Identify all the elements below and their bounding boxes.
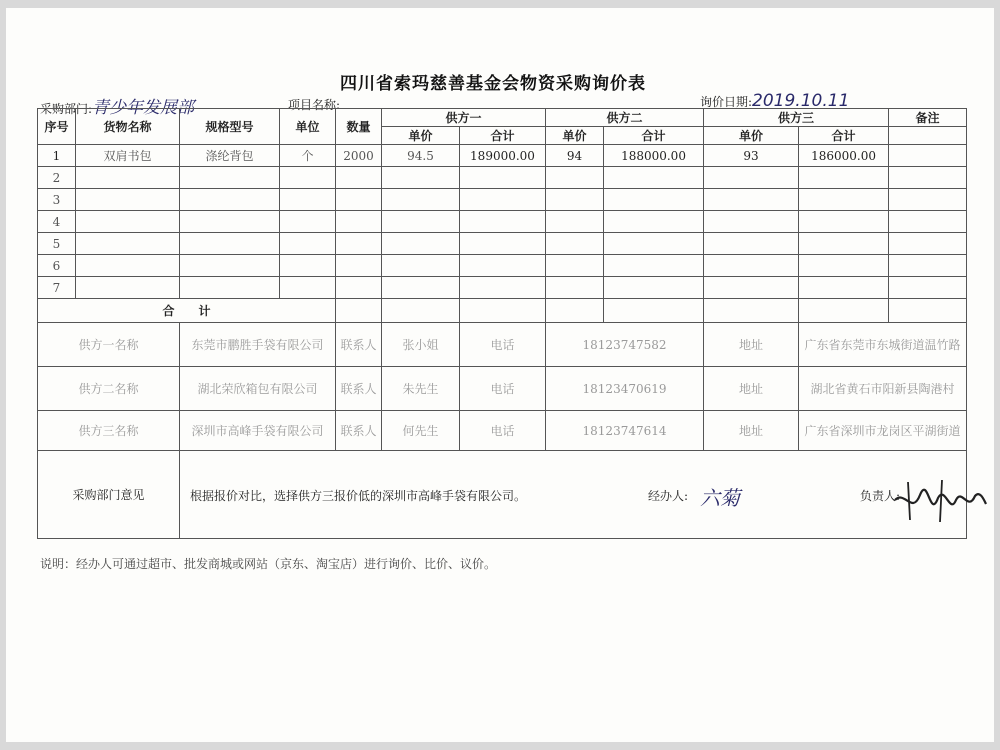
header-s3-total: 合计 xyxy=(799,127,889,145)
phone-number: 18123747582 xyxy=(546,323,704,367)
address-value: 广东省东莞市东城街道温竹路 xyxy=(799,323,967,367)
cell-s1-total: 189000.00 xyxy=(460,145,546,167)
address-value: 广东省深圳市龙岗区平湖街道 xyxy=(799,411,967,451)
supplier-label: 供方一名称 xyxy=(38,323,180,367)
supplier-label: 供方三名称 xyxy=(38,411,180,451)
handler-label: 经办人: xyxy=(648,489,689,503)
cell-remarks xyxy=(889,145,967,167)
handler-signature: 六菊 xyxy=(700,486,740,510)
footnote: 说明：经办人可通过超市、批发商城或网站（京东、淘宝店）进行询价、比价、议价。 xyxy=(40,557,497,571)
phone-number: 18123747614 xyxy=(546,411,704,451)
phone-label: 电话 xyxy=(460,367,546,411)
header-supplier2: 供方二 xyxy=(546,109,704,127)
project-label: 项目名称: xyxy=(288,98,341,112)
cell-seq: 1 xyxy=(38,145,76,167)
table-row xyxy=(38,211,967,233)
contact-label: 联系人 xyxy=(336,411,382,451)
dept-label: 采购部门: xyxy=(40,102,93,116)
header-remarks: 备注 xyxy=(889,109,967,127)
phone-label: 电话 xyxy=(460,411,546,451)
total-label: 合 计 xyxy=(38,299,336,323)
cell-spec: 涤纶背包 xyxy=(180,145,280,167)
table-row xyxy=(38,145,967,167)
cell-goods: 双肩书包 xyxy=(76,145,180,167)
table-row xyxy=(38,277,967,299)
cell-s2-price: 94 xyxy=(546,145,604,167)
contact-label: 联系人 xyxy=(336,323,382,367)
header-qty: 数量 xyxy=(336,109,382,145)
cell-s3-total: 186000.00 xyxy=(799,145,889,167)
table-row xyxy=(38,167,967,189)
address-label: 地址 xyxy=(704,323,799,367)
table-row xyxy=(38,255,967,277)
header-s1-price: 单价 xyxy=(382,127,460,145)
header-unit: 单位 xyxy=(280,109,336,145)
total-row xyxy=(38,299,967,323)
inquiry-table xyxy=(37,108,967,539)
contact-name: 何先生 xyxy=(382,411,460,451)
header-spec: 规格型号 xyxy=(180,109,280,145)
header-s2-total: 合计 xyxy=(604,127,704,145)
cell-seq: 3 xyxy=(38,189,76,211)
header-supplier3: 供方三 xyxy=(704,109,889,127)
cell-qty: 2000 xyxy=(336,145,382,167)
opinion-text: 根据报价对比，选择供方三报价低的深圳市高峰手袋有限公司。 xyxy=(190,489,527,503)
header-goods: 货物名称 xyxy=(76,109,180,145)
cell-seq: 5 xyxy=(38,233,76,255)
cell-seq: 7 xyxy=(38,277,76,299)
phone-number: 18123470619 xyxy=(546,367,704,411)
contact-name: 朱先生 xyxy=(382,367,460,411)
dept-value-handwritten: 青少年发展部 xyxy=(92,98,195,118)
cell-unit: 个 xyxy=(280,145,336,167)
supplier-name: 东莞市鹏胜手袋有限公司 xyxy=(180,323,336,367)
header-s1-total: 合计 xyxy=(460,127,546,145)
table-row xyxy=(38,189,967,211)
phone-label: 电话 xyxy=(460,323,546,367)
cell-seq: 6 xyxy=(38,255,76,277)
supplier-name: 湖北荣欣箱包有限公司 xyxy=(180,367,336,411)
form-title: 四川省索玛慈善基金会物资采购询价表 xyxy=(340,74,646,94)
header-s3-price: 单价 xyxy=(704,127,799,145)
cell-s3-price: 93 xyxy=(704,145,799,167)
responsible-signature xyxy=(890,470,990,530)
date-label: 询价日期: xyxy=(700,95,753,109)
supplier-label: 供方二名称 xyxy=(38,367,180,411)
supplier-row xyxy=(38,367,967,411)
opinion-label: 采购部门意见 xyxy=(38,451,180,539)
header-seq: 序号 xyxy=(38,109,76,145)
header-s2-price: 单价 xyxy=(546,127,604,145)
contact-name: 张小姐 xyxy=(382,323,460,367)
header-row-1 xyxy=(38,109,967,127)
supplier-row xyxy=(38,411,967,451)
table-row xyxy=(38,233,967,255)
supplier-row xyxy=(38,323,967,367)
date-value-handwritten: 2019.10.11 xyxy=(752,91,850,111)
cell-seq: 2 xyxy=(38,167,76,189)
cell-seq: 4 xyxy=(38,211,76,233)
cell-s2-total: 188000.00 xyxy=(604,145,704,167)
contact-label: 联系人 xyxy=(336,367,382,411)
cell-s1-price: 94.5 xyxy=(382,145,460,167)
address-label: 地址 xyxy=(704,367,799,411)
address-label: 地址 xyxy=(704,411,799,451)
header-remarks-sub xyxy=(889,127,967,145)
header-supplier1: 供方一 xyxy=(382,109,546,127)
supplier-name: 深圳市高峰手袋有限公司 xyxy=(180,411,336,451)
address-value: 湖北省黄石市阳新县陶港村 xyxy=(799,367,967,411)
responsible-label: 负责人: xyxy=(860,489,901,503)
